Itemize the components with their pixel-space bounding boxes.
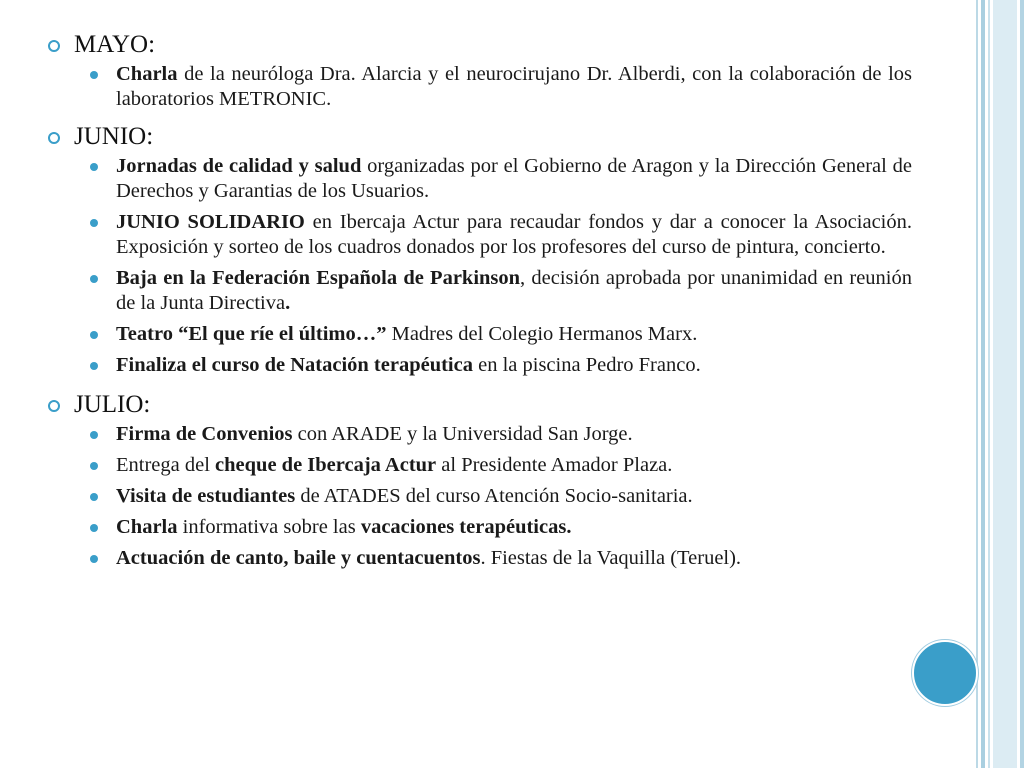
- item-text-bold: Charla: [116, 516, 178, 538]
- section-title: MAYO:: [74, 31, 156, 58]
- list-item: [116, 322, 912, 347]
- section-heading: [46, 388, 912, 422]
- item-text-bold: Teatro “El que ríe el último…”: [116, 323, 387, 345]
- bullet-dot-icon: [90, 71, 98, 79]
- slide-content: [46, 28, 912, 577]
- list-item: [116, 515, 912, 540]
- item-text: en Ibercaja Actur para recaudar fondos y dar a conocer la Asociación. Exposición y sorteo de los cuadros donados por los profesores del curso de pintura, concierto.: [116, 211, 912, 258]
- list-item: [116, 353, 912, 378]
- bullet-dot-icon: [90, 555, 98, 563]
- list-item: [116, 484, 912, 509]
- item-list: [46, 62, 912, 112]
- list-item: [116, 154, 912, 204]
- bullet-dot-icon: [90, 331, 98, 339]
- item-text: . Fiestas de la Vaquilla (Teruel).: [480, 547, 742, 569]
- section-mayo: [46, 28, 912, 112]
- item-text: en la piscina Pedro Franco.: [472, 354, 701, 376]
- list-item: [116, 453, 912, 478]
- side-bar-line: [1020, 0, 1024, 768]
- item-list: [46, 154, 912, 378]
- item-text: Madres del Colegio Hermanos Marx.: [386, 323, 698, 345]
- bullet-dot-icon: [90, 462, 98, 470]
- list-item: [116, 546, 912, 571]
- section-title: JULIO:: [74, 391, 151, 418]
- item-text-bold: Finaliza el curso de Natación terapéutica: [116, 354, 473, 376]
- list-item: [116, 62, 912, 112]
- item-text-bold: Charla: [116, 63, 178, 85]
- item-text-bold: Baja en la Federación Española de Parkinson: [116, 267, 521, 289]
- bullet-dot-icon: [90, 219, 98, 227]
- side-bar-line: [981, 0, 985, 768]
- item-text: informativa sobre las: [177, 516, 361, 538]
- item-text: de la neuróloga Dra. Alarcia y el neurocirujano Dr. Alberdi, con la colaboración de los laboratorios METRONIC.: [116, 63, 912, 110]
- item-text: Entrega del: [116, 454, 216, 476]
- item-text: , decisión aprobada por unanimidad en reunión de la Junta Directiva: [116, 267, 912, 314]
- item-text-bold: Actuación de canto, baile y cuentacuentos: [116, 547, 481, 569]
- section-heading: [46, 28, 912, 62]
- side-bar-line: [988, 0, 990, 768]
- decorative-side-bars: [976, 0, 1024, 768]
- section-heading: [46, 120, 912, 154]
- bullet-dot-icon: [90, 163, 98, 171]
- side-bar-line: [976, 0, 978, 768]
- item-text-bold: vacaciones terapéuticas.: [360, 516, 572, 538]
- bullet-dot-icon: [90, 362, 98, 370]
- ring-bullet-icon: [48, 400, 60, 412]
- item-text: organizadas por el Gobierno de Aragon y la Dirección General de Derechos y Garantias de los Usuarios.: [116, 155, 912, 202]
- bullet-dot-icon: [90, 524, 98, 532]
- ring-bullet-icon: [48, 132, 60, 144]
- ring-bullet-icon: [48, 40, 60, 52]
- decorative-circle: [912, 640, 978, 706]
- list-item: [116, 422, 912, 447]
- bullet-dot-icon: [90, 431, 98, 439]
- item-list: [46, 422, 912, 571]
- item-text-bold: Jornadas de calidad y salud: [116, 155, 362, 177]
- item-text-bold: JUNIO SOLIDARIO: [116, 211, 305, 233]
- item-text: de ATADES del curso Atención Socio-sanitaria.: [295, 485, 693, 507]
- item-text-bold: Firma de Convenios: [116, 423, 293, 445]
- section-junio: [46, 120, 912, 378]
- item-text-bold: .: [285, 292, 291, 314]
- bullet-dot-icon: [90, 275, 98, 283]
- section-julio: [46, 388, 912, 571]
- item-text: con ARADE y la Universidad San Jorge.: [292, 423, 633, 445]
- item-text-bold: Visita de estudiantes: [116, 485, 296, 507]
- item-text: al Presidente Amador Plaza.: [436, 454, 673, 476]
- side-bar-band: [993, 0, 1017, 768]
- bullet-dot-icon: [90, 493, 98, 501]
- section-title: JUNIO:: [74, 123, 154, 150]
- list-item: [116, 266, 912, 316]
- item-text-bold: cheque de Ibercaja Actur: [215, 454, 437, 476]
- list-item: [116, 210, 912, 260]
